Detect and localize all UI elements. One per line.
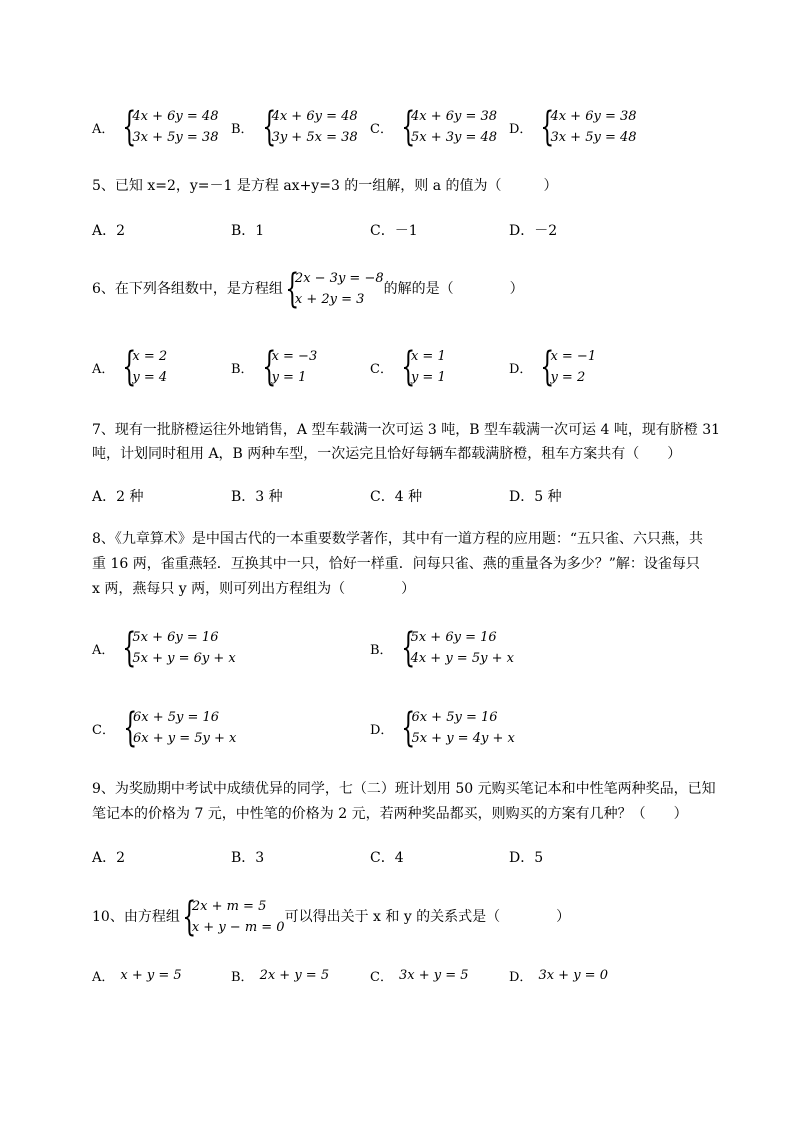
equation: 4x + 6y = 48 <box>132 109 219 124</box>
option-label: D． <box>509 361 533 377</box>
equation: 6x + y = 5y + x <box>132 731 237 746</box>
equation: 3x + y = 5 <box>398 968 469 983</box>
q4-option-c[interactable] <box>370 106 497 148</box>
equation: x = −3 <box>271 349 318 364</box>
brace-icon: { <box>400 625 415 671</box>
option-label: B． <box>231 361 254 377</box>
q10-option-a[interactable] <box>92 966 182 985</box>
q6-option-a[interactable] <box>92 346 167 388</box>
q9-option-c[interactable]: C．4 <box>370 850 404 866</box>
q4-option-b[interactable] <box>231 106 358 148</box>
option-label: C． <box>92 722 115 738</box>
q9-question-line-1: 9、为奖励期中考试中成绩优异的同学，七（二）班计划用 50 元购买笔记本和中性笔两种奖品，已知 <box>92 781 716 797</box>
q8-question-line-2: 重 16 两，雀重燕轻．互换其中一只，恰好一样重．问每只雀、燕的重量各为多少？”解：设雀每只 <box>92 556 700 572</box>
option-label: B． <box>231 121 254 137</box>
q7-option-b[interactable]: B．3 种 <box>231 489 283 505</box>
question-prefix: 10、由方程组 <box>92 909 180 925</box>
q8-option-d[interactable] <box>370 707 515 749</box>
q7-option-a[interactable]: A．2 种 <box>92 489 144 505</box>
brace-icon: { <box>285 266 300 312</box>
option-label: D． <box>509 970 533 985</box>
q5-option-c[interactable]: C．－1 <box>370 223 418 239</box>
brace-icon: { <box>401 104 416 150</box>
option-label: C． <box>370 361 393 377</box>
equation: 5x + 3y = 48 <box>410 130 498 145</box>
q9-question-line-2: 笔记本的价格为 7 元，中性笔的价格为 2 元，若两种奖品都买，则购买的方案有几种？（ ） <box>92 806 688 822</box>
option-label: B． <box>370 642 393 658</box>
option-label: D． <box>370 722 394 738</box>
q5-option-b[interactable]: B．1 <box>231 223 265 239</box>
q5-option-d[interactable]: D．－2 <box>509 223 558 239</box>
q6-option-c[interactable] <box>370 346 446 388</box>
equation: x + y = 5 <box>120 968 182 983</box>
equation: x + y − m = 0 <box>191 920 285 935</box>
option-label: D． <box>509 121 533 137</box>
equation: 5x + 6y = 16 <box>132 630 219 645</box>
q7-option-c[interactable]: C．4 种 <box>370 489 423 505</box>
equation: x = 1 <box>410 349 446 364</box>
equation: y = 1 <box>410 370 446 385</box>
equation: 4x + 6y = 38 <box>550 109 637 124</box>
q7-option-d[interactable]: D．5 种 <box>509 489 562 505</box>
equation: y = 2 <box>550 370 586 385</box>
brace-icon: { <box>401 705 416 751</box>
q7-question-line-1: 7、现有一批脐橙运往外地销售，A 型车载满一次可运 3 吨，B 型车载满一次可运 4 吨，现有脐橙 31 <box>92 422 721 438</box>
equation: 5x + y = 6y + x <box>132 651 236 666</box>
brace-icon: { <box>261 344 276 390</box>
q6-question <box>92 268 524 310</box>
equation: 3x + y = 0 <box>538 968 608 983</box>
option-label: B． <box>231 970 254 985</box>
equation: 2x − 3y = −8 <box>294 271 384 286</box>
equation: 4x + y = 5y + x <box>410 651 514 666</box>
equation: x = 2 <box>132 349 168 364</box>
q10-option-d[interactable] <box>509 966 608 985</box>
q10-question <box>92 896 570 938</box>
option-label: A． <box>92 970 115 985</box>
q8-option-a[interactable] <box>92 627 236 669</box>
equation: 6x + 5y = 16 <box>411 710 498 725</box>
q9-option-a[interactable]: A．2 <box>92 850 126 866</box>
q5-question: 5、已知 x=2，y=－1 是方程 ax+y=3 的一组解，则 a 的值为（ ） <box>92 178 558 194</box>
q6-option-d[interactable] <box>509 346 596 388</box>
equation: 5x + 6y = 16 <box>410 630 497 645</box>
q8-question-line-3: x 两，燕每只 y 两，则可列出方程组为（ ） <box>92 581 416 597</box>
option-label: C． <box>370 121 393 137</box>
brace-icon: { <box>122 344 137 390</box>
q4-option-d[interactable] <box>509 106 637 148</box>
q6-option-b[interactable] <box>231 346 317 388</box>
question-suffix: 的解的是（ ） <box>383 281 524 297</box>
q7-question-line-2: 吨，计划同时租用 A，B 两种车型，一次运完且恰好每辆车都载满脐橙，租车方案共有（ ） <box>92 446 682 462</box>
brace-icon: { <box>540 344 555 390</box>
option-label: A． <box>92 361 115 377</box>
q10-option-b[interactable] <box>231 966 329 985</box>
brace-icon: { <box>122 625 137 671</box>
equation: x = −1 <box>550 349 597 364</box>
equation: 4x + 6y = 48 <box>271 109 358 124</box>
question-prefix: 6、在下列各组数中，是方程组 <box>92 281 283 297</box>
equation: y = 1 <box>271 370 307 385</box>
q4-option-a[interactable] <box>92 106 218 148</box>
brace-icon: { <box>123 705 138 751</box>
question-suffix: 可以得出关于 x 和 y 的关系式是（ ） <box>284 909 571 925</box>
brace-icon: { <box>122 104 137 150</box>
brace-icon: { <box>540 104 555 150</box>
equation: 2x + y = 5 <box>259 968 330 983</box>
brace-icon: { <box>401 344 416 390</box>
option-label: A． <box>92 121 115 137</box>
brace-icon: { <box>182 894 197 940</box>
equation: 4x + 6y = 38 <box>410 109 498 124</box>
equation: 6x + 5y = 16 <box>132 710 220 725</box>
q9-option-d[interactable]: D．5 <box>509 850 544 866</box>
q8-question-line-1: 8、《九章算术》是中国古代的一本重要数学著作，其中有一道方程的应用题：“五只雀、六只燕，共 <box>92 531 704 547</box>
equation: x + 2y = 3 <box>294 292 365 307</box>
q5-option-a[interactable]: A．2 <box>92 223 126 239</box>
equation: 3x + 5y = 48 <box>550 130 637 145</box>
equation: 3y + 5x = 38 <box>271 130 358 145</box>
brace-icon: { <box>261 104 276 150</box>
q8-option-b[interactable] <box>370 627 514 669</box>
q10-option-c[interactable] <box>370 966 469 985</box>
q8-option-c[interactable] <box>92 707 236 749</box>
equation: 5x + y = 4y + x <box>411 731 515 746</box>
equation: 3x + 5y = 38 <box>132 130 219 145</box>
option-label: A． <box>92 642 115 658</box>
equation: y = 4 <box>132 370 168 385</box>
q9-option-b[interactable]: B．3 <box>231 850 265 866</box>
equation: 2x + m = 5 <box>191 899 267 914</box>
option-label: C． <box>370 970 393 985</box>
